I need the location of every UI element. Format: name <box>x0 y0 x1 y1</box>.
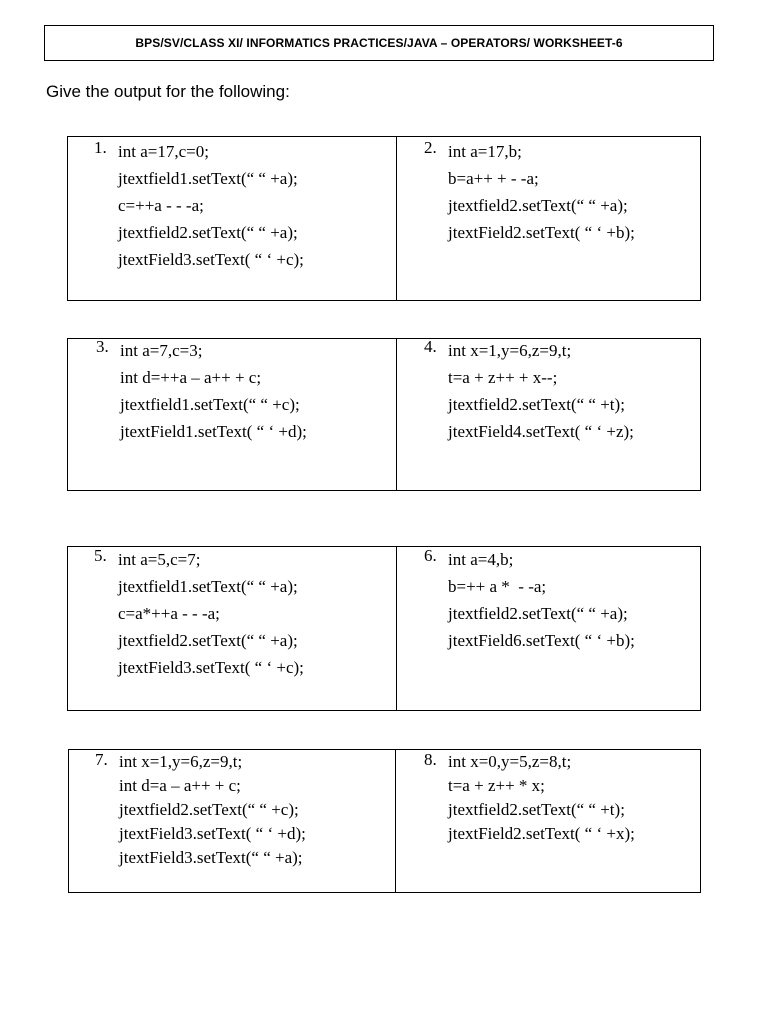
question-number: 3. <box>96 337 109 356</box>
question-number: 4. <box>424 337 437 356</box>
code-line: jtextfield2.setText(“ “ +t); <box>448 800 625 819</box>
code-line: int a=7,c=3; <box>120 341 203 360</box>
code-line: jtextField3.setText( “ ‘ +c); <box>118 658 304 677</box>
question-2 <box>424 138 635 246</box>
code-line: c=++a - - -a; <box>118 196 204 215</box>
question-5 <box>94 546 304 681</box>
question-number: 1. <box>94 138 107 157</box>
code-line: jtextfield1.setText(“ “ +a); <box>118 577 298 596</box>
code-line: int x=1,y=6,z=9,t; <box>119 752 243 771</box>
code-line: int a=17,b; <box>448 142 522 161</box>
code-line: jtextField6.setText( “ ‘ +b); <box>448 631 635 650</box>
code-line: jtextField4.setText( “ ‘ +z); <box>448 422 634 441</box>
question-3 <box>96 337 307 445</box>
code-line: jtextField3.setText( “ ‘ +c); <box>118 250 304 269</box>
question-cell-2 <box>397 137 700 300</box>
question-cell-3 <box>68 339 397 490</box>
code-line: int d=a – a++ + c; <box>119 776 241 795</box>
question-cell-1 <box>68 137 397 300</box>
worksheet-header <box>44 25 714 61</box>
question-cell-6 <box>397 547 700 710</box>
code-line: b=a++ + - -a; <box>448 169 539 188</box>
code-line: jtextField1.setText( “ ‘ +d); <box>120 422 307 441</box>
code-line: jtextfield2.setText(“ “ +a); <box>118 223 298 242</box>
question-row-2 <box>67 338 701 491</box>
code-line: jtextField2.setText( “ ‘ +x); <box>448 824 635 843</box>
question-cell-7 <box>69 750 396 892</box>
code-line: jtextField3.setText( “ ‘ +d); <box>119 824 306 843</box>
code-line: int d=++a – a++ + c; <box>120 368 262 387</box>
question-7 <box>95 750 306 870</box>
code-line: int x=1,y=6,z=9,t; <box>448 341 572 360</box>
question-cell-8 <box>396 750 700 892</box>
question-row-1 <box>67 136 701 301</box>
question-4 <box>424 337 634 445</box>
code-line: jtextField2.setText( “ ‘ +b); <box>448 223 635 242</box>
question-6 <box>424 546 635 654</box>
question-cell-5 <box>68 547 397 710</box>
code-line: jtextfield2.setText(“ “ +a); <box>118 631 298 650</box>
code-line: int x=0,y=5,z=8,t; <box>448 752 572 771</box>
question-number: 6. <box>424 546 437 565</box>
code-line: int a=4,b; <box>448 550 514 569</box>
question-1 <box>94 138 304 273</box>
code-line: jtextField3.setText(“ “ +a); <box>119 848 303 867</box>
question-8 <box>424 750 635 846</box>
code-line: int a=17,c=0; <box>118 142 209 161</box>
code-line: t=a + z++ * x; <box>448 776 545 795</box>
code-line: jtextfield1.setText(“ “ +a); <box>118 169 298 188</box>
code-line: b=++ a * - -a; <box>448 577 547 596</box>
question-cell-4 <box>397 339 700 490</box>
code-line: jtextfield2.setText(“ “ +t); <box>448 395 625 414</box>
question-number: 7. <box>95 750 108 769</box>
question-number: 2. <box>424 138 437 157</box>
instruction-text: Give the output for the following: <box>46 82 290 101</box>
question-number: 5. <box>94 546 107 565</box>
code-line: c=a*++a - - -a; <box>118 604 220 623</box>
code-line: jtextfield2.setText(“ “ +a); <box>448 604 628 623</box>
code-line: int a=5,c=7; <box>118 550 201 569</box>
code-line: t=a + z++ + x--; <box>448 368 558 387</box>
code-line: jtextfield1.setText(“ “ +c); <box>120 395 300 414</box>
question-row-4 <box>68 749 701 893</box>
code-line: jtextfield2.setText(“ “ +c); <box>119 800 299 819</box>
question-row-3 <box>67 546 701 711</box>
worksheet-title: BPS/SV/CLASS XI/ INFORMATICS PRACTICES/JAVA – OPERATORS/ WORKSHEET-6 <box>135 36 623 50</box>
question-number: 8. <box>424 750 437 769</box>
code-line: jtextfield2.setText(“ “ +a); <box>448 196 628 215</box>
